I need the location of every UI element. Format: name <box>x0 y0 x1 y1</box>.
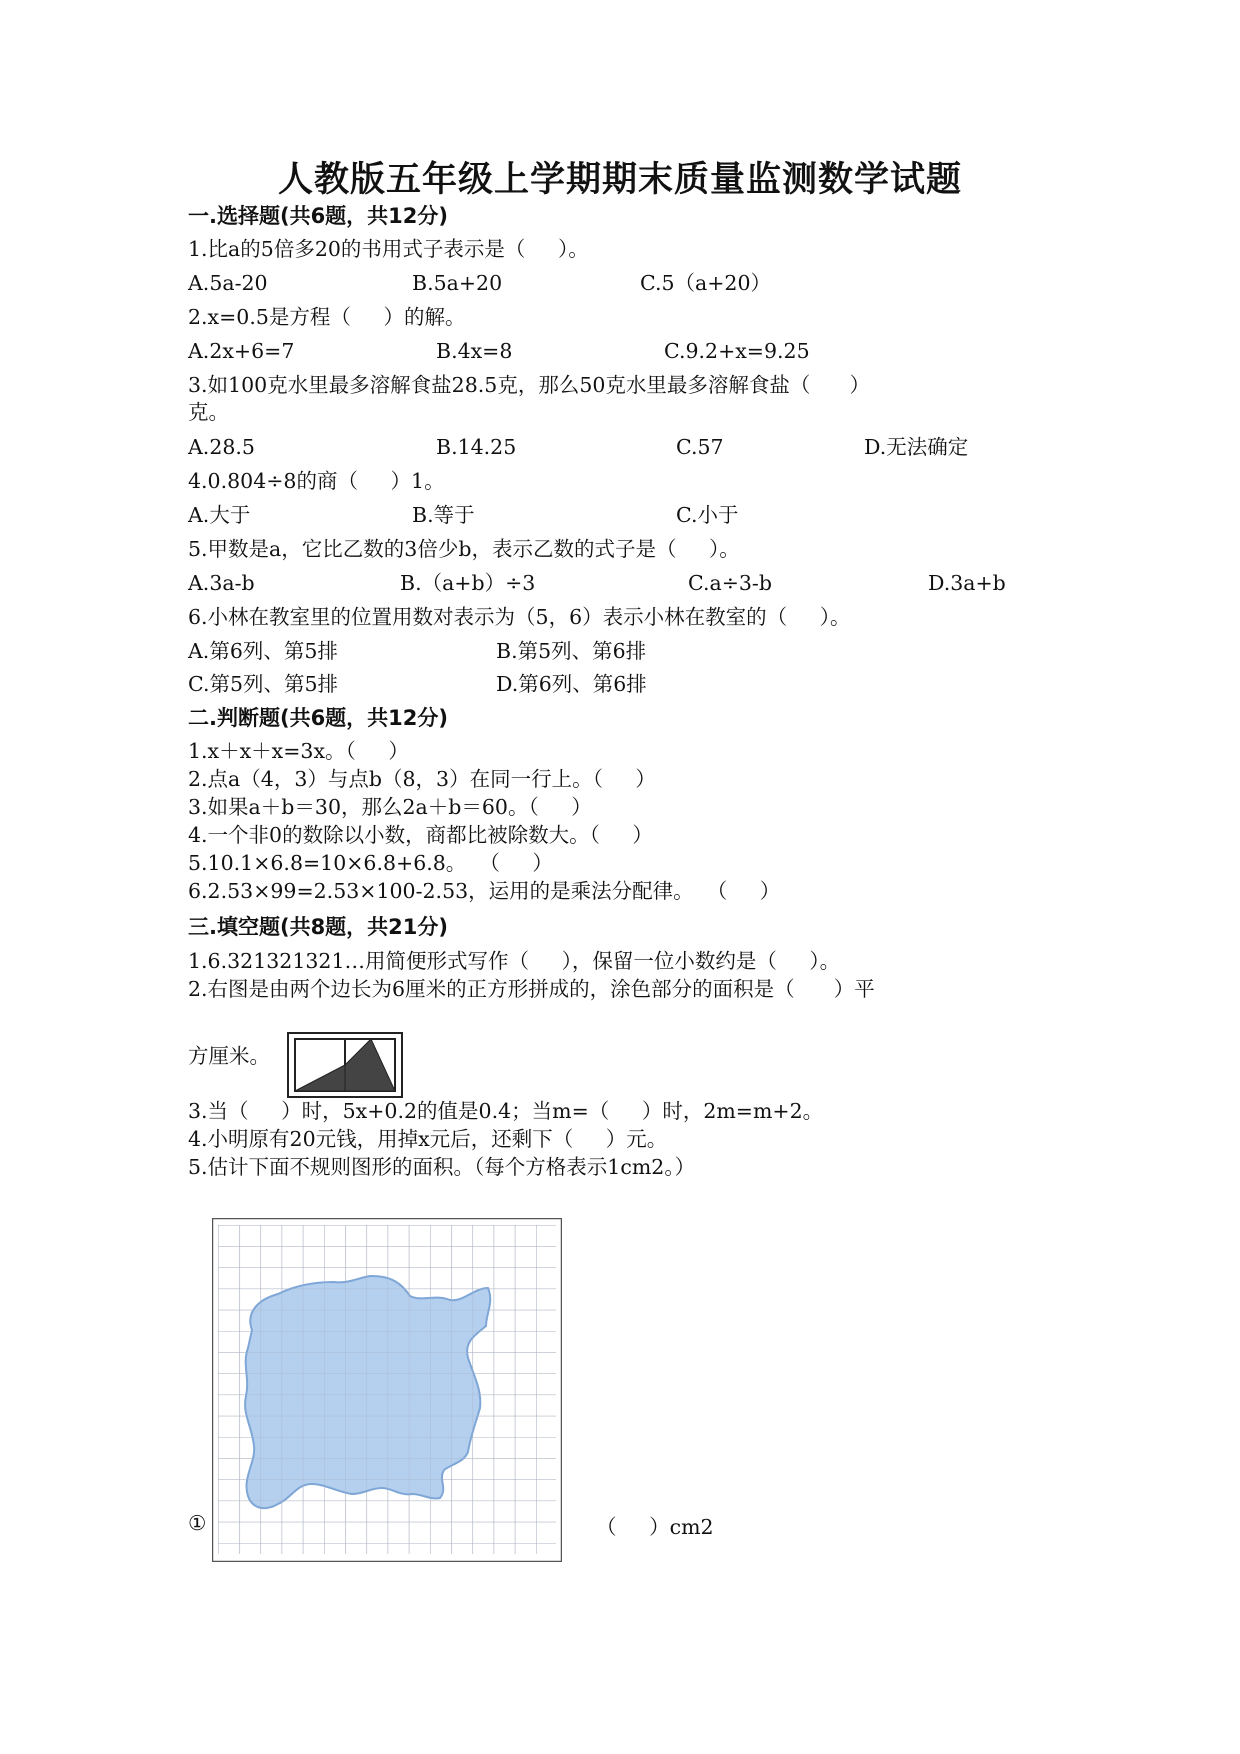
judge-item: 2.点a（4，3）与点b（8，3）在同一行上。（ ） <box>188 767 656 791</box>
judge-item: 5.10.1×6.8=10×6.8+6.8。 （ ） <box>188 851 553 875</box>
choice-q6-option-d: D.第6列、第6排 <box>496 672 647 696</box>
fill-q4: 4.小明原有20元钱，用掉x元后，还剩下（ ）元。 <box>188 1127 668 1151</box>
page-title: 人教版五年级上学期期末质量监测数学试题 <box>277 160 962 200</box>
judge-item: 1.x＋x＋x=3x。（ ） <box>188 739 409 763</box>
choice-q3-option-c: C.57 <box>676 435 724 459</box>
choice-q6-option-c: C.第5列、第5排 <box>188 672 339 696</box>
choice-q1-option-a: A.5a-20 <box>188 271 268 295</box>
choice-q3-option-b: B.14.25 <box>436 435 517 459</box>
choice-q3-option-d: D.无法确定 <box>864 435 969 459</box>
choice-q3-option-a: A.28.5 <box>188 435 255 459</box>
choice-q6-option-a: A.第6列、第5排 <box>188 639 338 663</box>
fill-q5-item-marker: ① <box>188 1511 207 1535</box>
fill-q2: 2.右图是由两个边长为6厘米的正方形拼成的，涂色部分的面积是（ ）平 <box>188 977 875 1001</box>
section-heading-judge: 二.判断题(共6题，共12分) <box>188 706 449 730</box>
choice-q4: 4.0.804÷8的商（ ）1。 <box>188 469 445 493</box>
judge-item: 6.2.53×99=2.53×100-2.53，运用的是乘法分配律。 （ ） <box>188 879 781 903</box>
choice-q2: 2.x=0.5是方程（ ）的解。 <box>188 305 466 329</box>
two-squares-figure <box>287 1032 403 1098</box>
choice-q3-continuation: 克。 <box>188 400 229 424</box>
choice-q4-option-b: B.等于 <box>412 503 475 527</box>
choice-q5-option-d: D.3a+b <box>928 571 1006 595</box>
irregular-shape-grid-figure <box>212 1218 562 1562</box>
section-heading-fill: 三.填空题(共8题，共21分) <box>188 915 449 939</box>
choice-q4-option-c: C.小于 <box>676 503 739 527</box>
choice-q3: 3.如100克水里最多溶解食盐28.5克，那么50克水里最多溶解食盐（ ） <box>188 373 871 397</box>
grid-overlay <box>218 1225 556 1554</box>
fill-q1: 1.6.321321321…用简便形式写作（ ），保留一位小数约是（ ）。 <box>188 949 841 973</box>
choice-q6-option-b: B.第5列、第6排 <box>496 639 647 663</box>
section-heading-choice: 一.选择题(共6题，共12分) <box>188 204 449 228</box>
choice-q5: 5.甲数是a，它比乙数的3倍少b，表示乙数的式子是（ ）。 <box>188 537 740 561</box>
fill-q2-continuation: 方厘米。 <box>188 1044 270 1068</box>
choice-q2-option-a: A.2x+6=7 <box>188 339 295 363</box>
choice-q1-option-c: C.5（a+20） <box>640 271 771 295</box>
choice-q1-option-b: B.5a+20 <box>412 271 503 295</box>
fill-q5-answer-blank: （ ）cm2 <box>596 1515 714 1539</box>
choice-q5-option-c: C.a÷3-b <box>688 571 772 595</box>
choice-q6: 6.小林在教室里的位置用数对表示为（5，6）表示小林在教室的（ ）。 <box>188 605 851 629</box>
fill-q5: 5.估计下面不规则图形的面积。（每个方格表示1cm2。） <box>188 1155 696 1179</box>
choice-q5-option-b: B.（a+b）÷3 <box>400 571 536 595</box>
choice-q4-option-a: A.大于 <box>188 503 251 527</box>
choice-q2-option-c: C.9.2+x=9.25 <box>664 339 810 363</box>
choice-q1: 1.比a的5倍多20的书用式子表示是（ ）。 <box>188 237 589 261</box>
judge-item: 4.一个非0的数除以小数，商都比被除数大。（ ） <box>188 823 653 847</box>
choice-q2-option-b: B.4x=8 <box>436 339 513 363</box>
judge-item: 3.如果a＋b＝30，那么2a＋b＝60。（ ） <box>188 795 592 819</box>
choice-q5-option-a: A.3a-b <box>188 571 255 595</box>
fill-q3: 3.当（ ）时，5x+0.2的值是0.4；当m=（ ）时，2m=m+2。 <box>188 1099 824 1123</box>
